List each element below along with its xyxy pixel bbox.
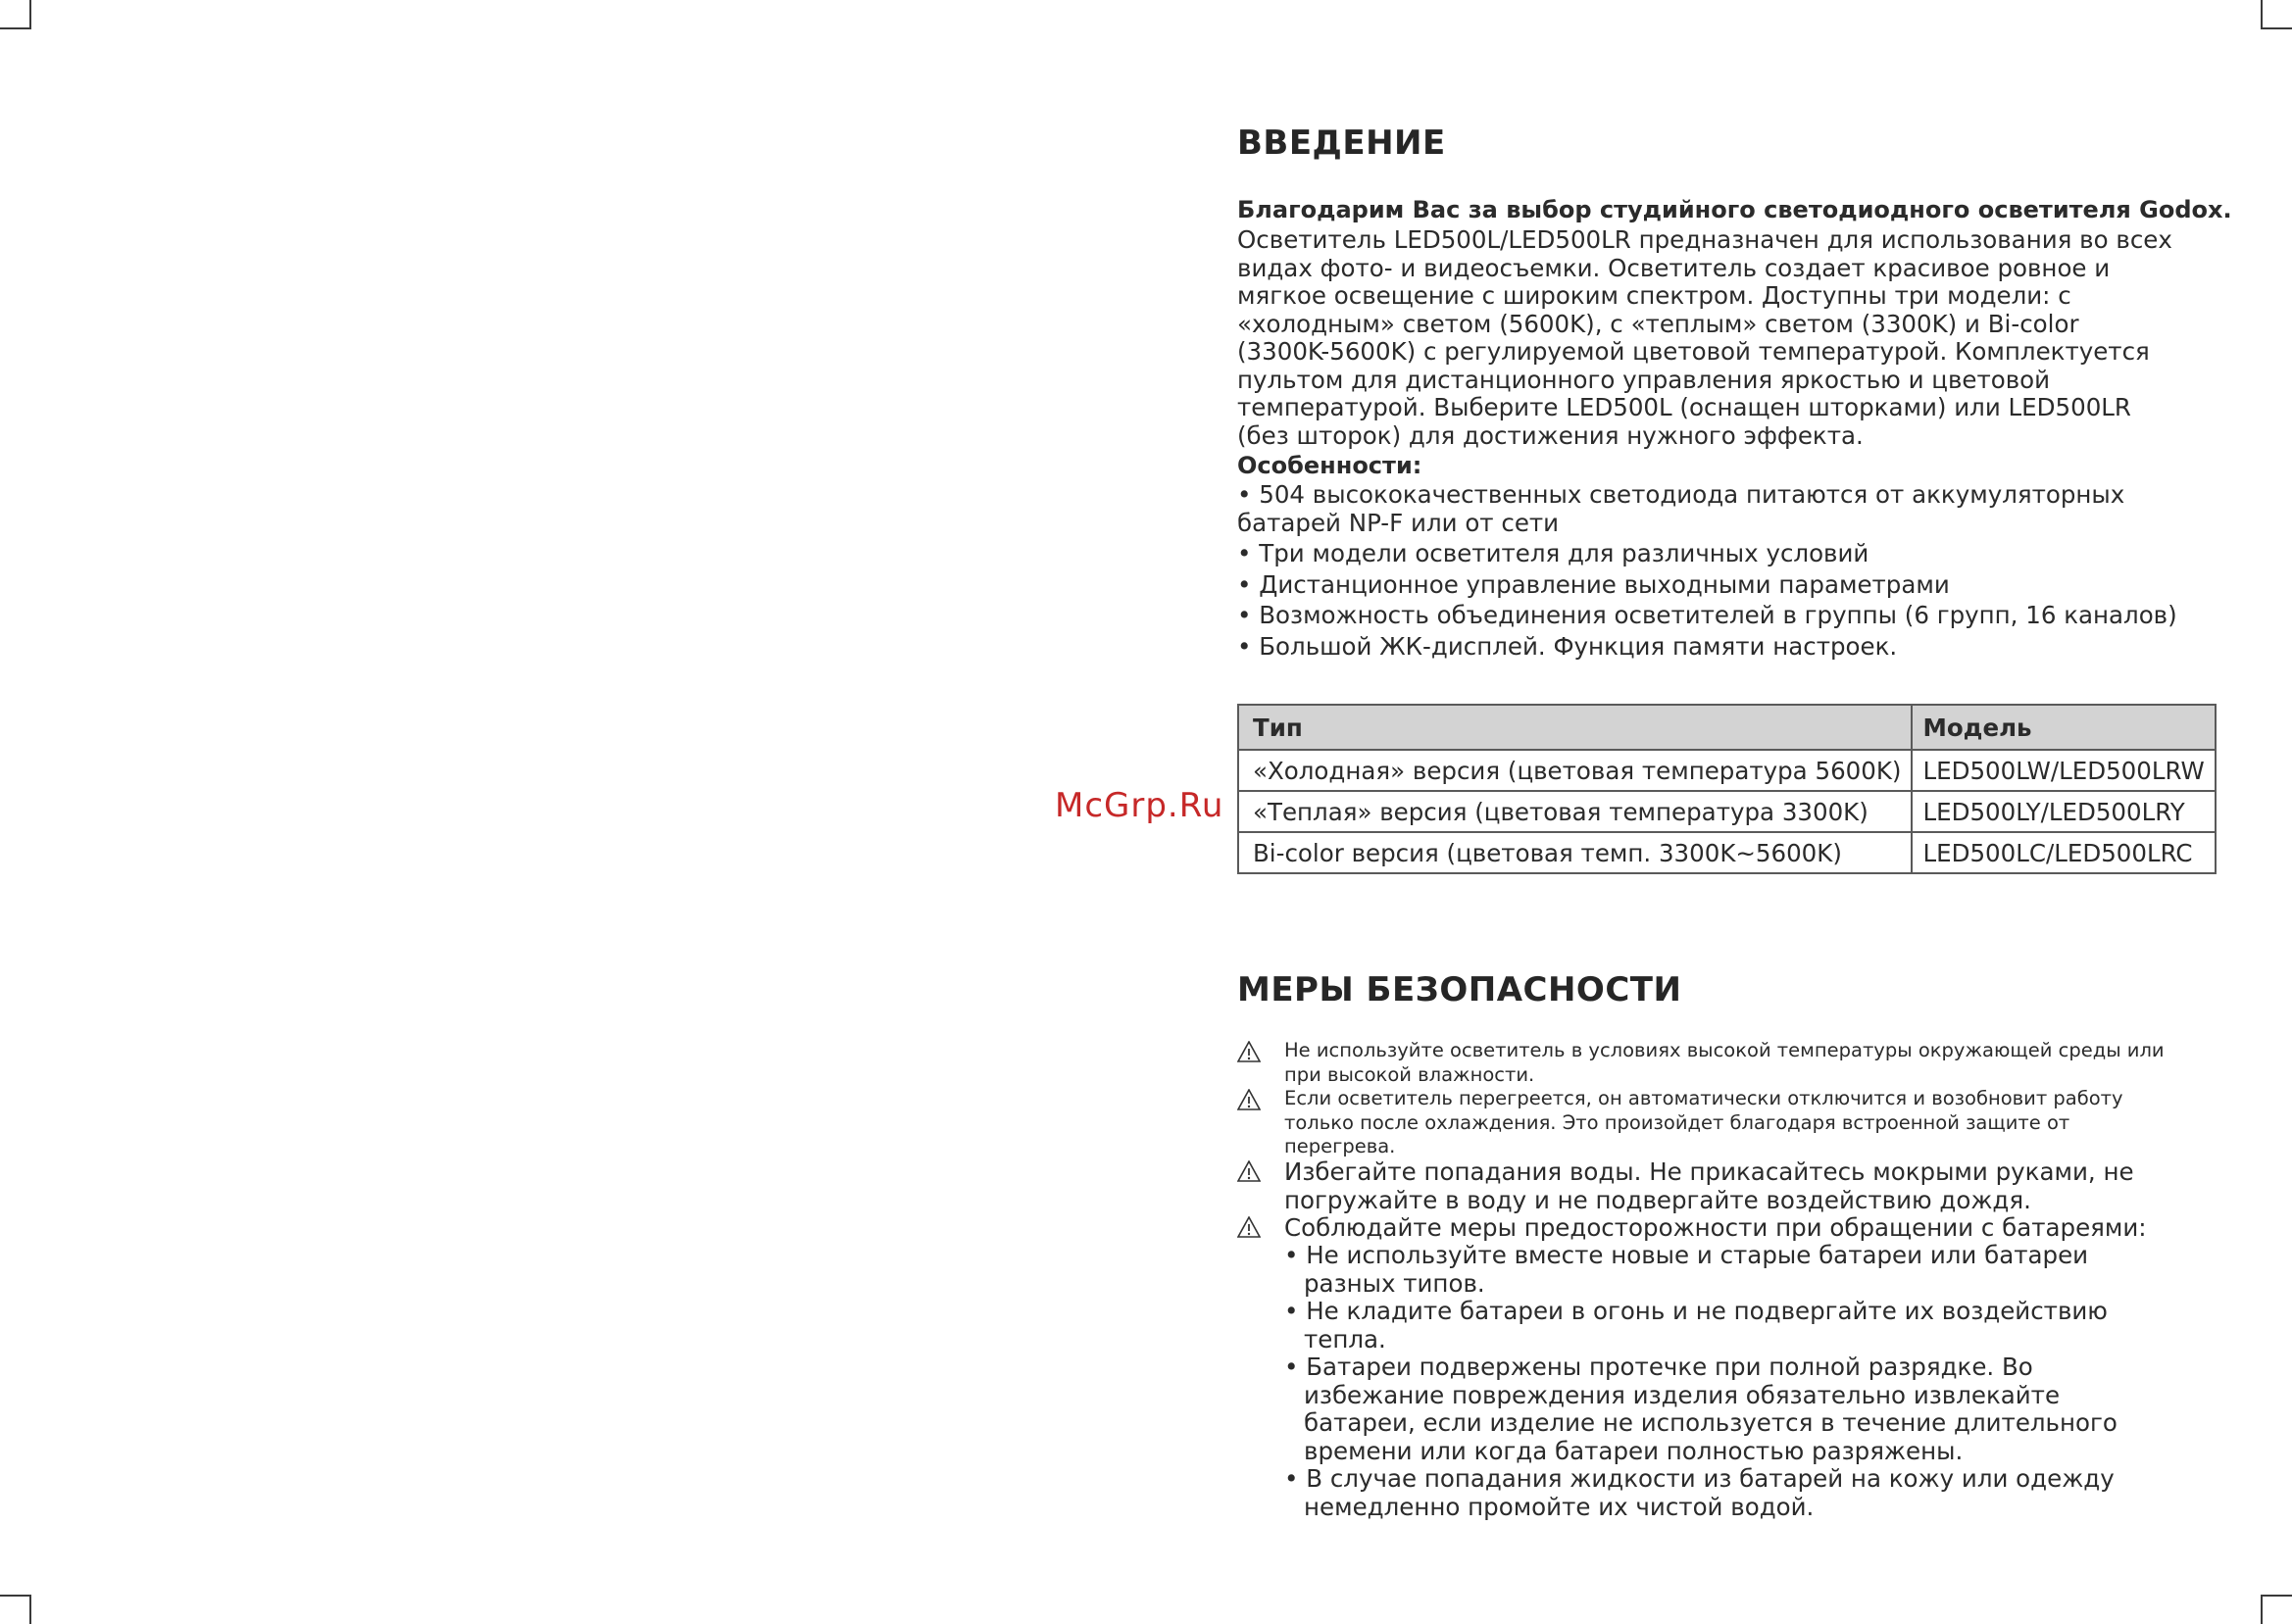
table-row [1238, 791, 2216, 832]
crop-mark-top-right-v [2261, 0, 2263, 27]
intro-title: ВВЕДЕНИЕ [1237, 123, 1446, 163]
cell-model: LED500LY/LED500LRY [1912, 791, 2215, 832]
warning-text: Избегайте попадания воды. Не прикасайтесь мокрыми руками, не погружайте в воду и не подвергайте воздействию дождя. [1284, 1157, 2134, 1214]
header-type: Тип [1238, 705, 1912, 750]
safety-title: МЕРЫ БЕЗОПАСНОСТИ [1237, 970, 1682, 1009]
warning-icon [1237, 1089, 1261, 1110]
battery-item: • Батареи подвержены протечке при полной разрядке. Во избежание повреждения изделия обязательно извлекайте батареи, если изделие не используется в течение длительного времени или когда батареи полностью разряжены. [1284, 1353, 2118, 1465]
warning-icon [1237, 1160, 1261, 1182]
cell-type: Bi-color версия (цветовая темп. 3300K~5600K) [1238, 832, 1912, 873]
crop-mark-top-right-h [2261, 27, 2292, 29]
table-row [1238, 750, 2216, 791]
crop-mark-top-left-v [29, 0, 31, 27]
features-list [1237, 481, 2178, 664]
warning-text: Если осветитель перегреется, он автоматически отключится и возобновит работу только после охлаждения. Это произойдет благодаря встроенной защите от перегрева. [1284, 1087, 2123, 1157]
watermark: McGrp.Ru [1055, 786, 1224, 825]
warning-icon [1237, 1041, 1261, 1062]
intro-paragraph: Осветитель LED500L/LED500LR предназначен для использования во всех видах фото- и видеосъемки. Осветитель создает красивое ровное и мягкое освещение с широким спектром. Доступны три модели: с «холодным» светом (5600K), с «теплым» светом (3300K) и Bi-color (3300K-5600K) с регулируемой цветовой температурой. Комплектуется пультом для дистанционного управления яркостью и цветовой температурой. Выберите LED500L (оснащен шторками) или LED500LR (без шторок) для достижения нужного эффекта. [1237, 225, 2172, 450]
feature-item: • Дистанционное управление выходными параметрами [1237, 569, 1950, 599]
feature-item: • Возможность объединения осветителей в группы (6 групп, 16 каналов) [1237, 601, 2177, 629]
cell-type: «Теплая» версия (цветовая температура 3300K) [1238, 791, 1912, 832]
battery-item: • Не кладите батареи в огонь и не подвергайте их воздействию тепла. [1284, 1297, 2108, 1353]
warning-text: Не используйте осветитель в условиях высокой температуры окружающей среды или при высокой влажности. [1284, 1039, 2165, 1086]
feature-item: • 504 высококачественных светодиода питаются от аккумуляторных батарей NP-F или от сети [1237, 480, 2125, 537]
crop-mark-top-left-h [0, 27, 31, 29]
features-title: Особенности: [1237, 452, 1422, 479]
crop-mark-bottom-left-v [29, 1595, 31, 1624]
intro-lead: Благодарим Вас за выбор студийного светодиодного осветителя Godox. [1237, 196, 2232, 223]
crop-mark-bottom-right-v [2261, 1595, 2263, 1624]
battery-list [1284, 1242, 2167, 1521]
models-table [1237, 704, 2217, 874]
warning-icon [1237, 1216, 1261, 1238]
feature-item: • Большой ЖК-дисплей. Функция памяти настроек. [1237, 631, 1898, 661]
cell-type: «Холодная» версия (цветовая температура 5600K) [1238, 750, 1912, 791]
warning-text: Соблюдайте меры предосторожности при обращении с батареями: [1284, 1213, 2147, 1242]
cell-model: LED500LW/LED500LRW [1912, 750, 2215, 791]
feature-item: • Три модели осветителя для различных условий [1237, 539, 1869, 567]
crop-mark-bottom-left-h [0, 1595, 31, 1597]
crop-mark-bottom-right-h [2261, 1595, 2292, 1597]
battery-item: • В случае попадания жидкости из батарей на кожу или одежду немедленно промойте их чистой водой. [1284, 1464, 2115, 1521]
cell-model: LED500LC/LED500LRC [1912, 832, 2215, 873]
battery-item: • Не используйте вместе новые и старые батареи или батареи разных типов. [1284, 1241, 2089, 1298]
table-header-row [1238, 705, 2216, 750]
header-model: Модель [1912, 705, 2215, 750]
table-row [1238, 832, 2216, 873]
